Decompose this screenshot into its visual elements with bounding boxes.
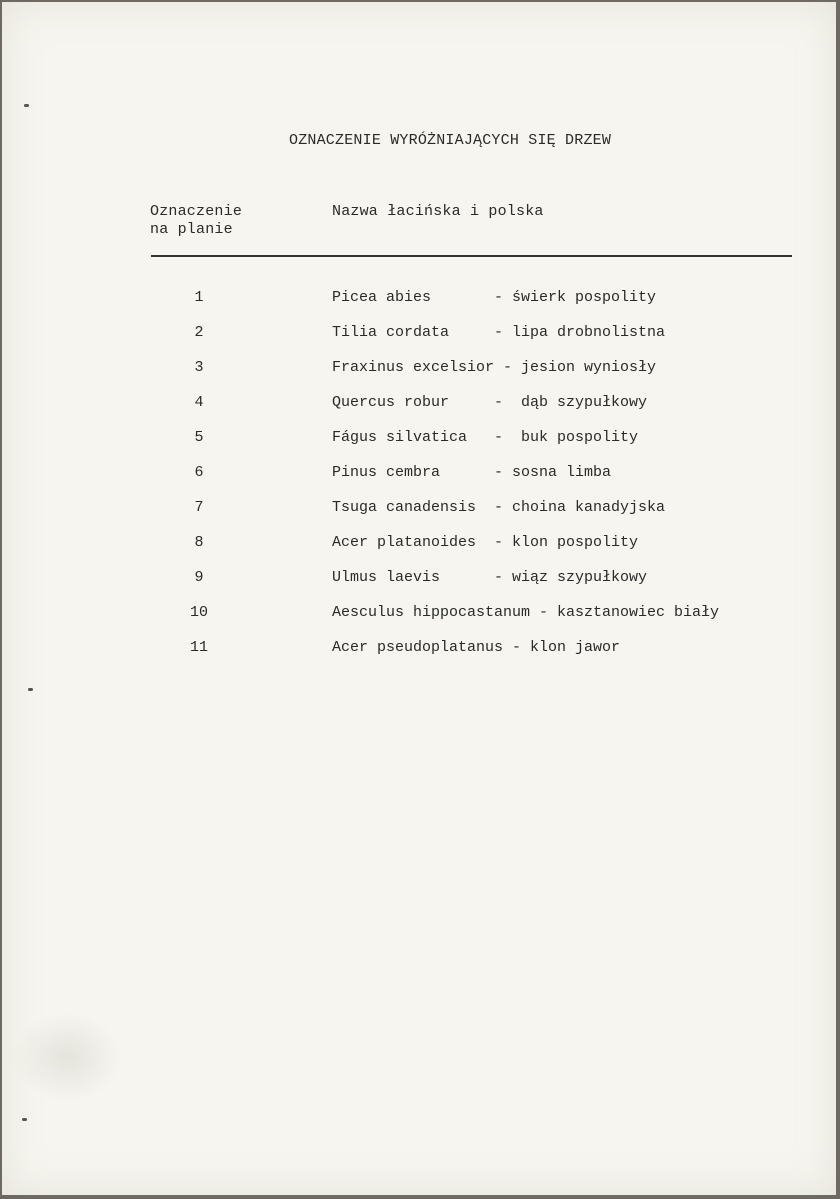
- tree-row-name: Aesculus hippocastanum - kasztanowiec biały: [332, 604, 720, 621]
- tree-row-name: Acer pseudoplatanus - klon jawor: [332, 639, 621, 656]
- tree-row-number: 3: [194, 359, 204, 376]
- tree-row-number: 11: [189, 639, 208, 656]
- binding-mark: [22, 1118, 27, 1121]
- tree-row-name: Fraxinus excelsior - jesion wyniosły: [332, 359, 657, 376]
- tree-row-number: 9: [194, 569, 204, 586]
- tree-row-name: Pinus cembra - sosna limba: [332, 464, 612, 481]
- tree-row-number: 7: [194, 499, 204, 516]
- tree-row-name: Acer platanoides - klon pospolity: [332, 534, 639, 551]
- tree-row-name: Fágus silvatica - buk pospolity: [332, 429, 639, 446]
- column-header-designation-line1: Oznaczenie: [150, 203, 243, 220]
- tree-row-number: 5: [194, 429, 204, 446]
- tree-row-name: Picea abies - świerk pospolity: [332, 289, 657, 306]
- document-title: OZNACZENIE WYRÓŻNIAJĄCYCH SIĘ DRZEW: [289, 132, 612, 149]
- tree-row-number: 8: [194, 534, 204, 551]
- tree-row-name: Quercus robur - dąb szypułkowy: [332, 394, 648, 411]
- column-header-designation-line2: na planie: [150, 221, 233, 238]
- column-header-designation: [150, 203, 242, 239]
- tree-row-name: Tsuga canadensis - choina kanadyjska: [332, 499, 666, 516]
- document-page: [2, 2, 836, 1195]
- binding-mark: [24, 104, 29, 107]
- tree-row-number: 4: [194, 394, 204, 411]
- binding-mark: [28, 688, 33, 691]
- tree-row-name: Ulmus laevis - wiąz szypułkowy: [332, 569, 648, 586]
- tree-row-number: 2: [194, 324, 204, 341]
- column-header-name: Nazwa łacińska i polska: [332, 203, 544, 220]
- paper-smudge: [12, 1012, 122, 1102]
- tree-row-number: 10: [189, 604, 208, 621]
- tree-row-number: 1: [194, 289, 204, 306]
- tree-row-number: 6: [194, 464, 204, 481]
- header-divider: [151, 255, 792, 257]
- tree-row-name: Tilia cordata - lipa drobnolistna: [332, 324, 666, 341]
